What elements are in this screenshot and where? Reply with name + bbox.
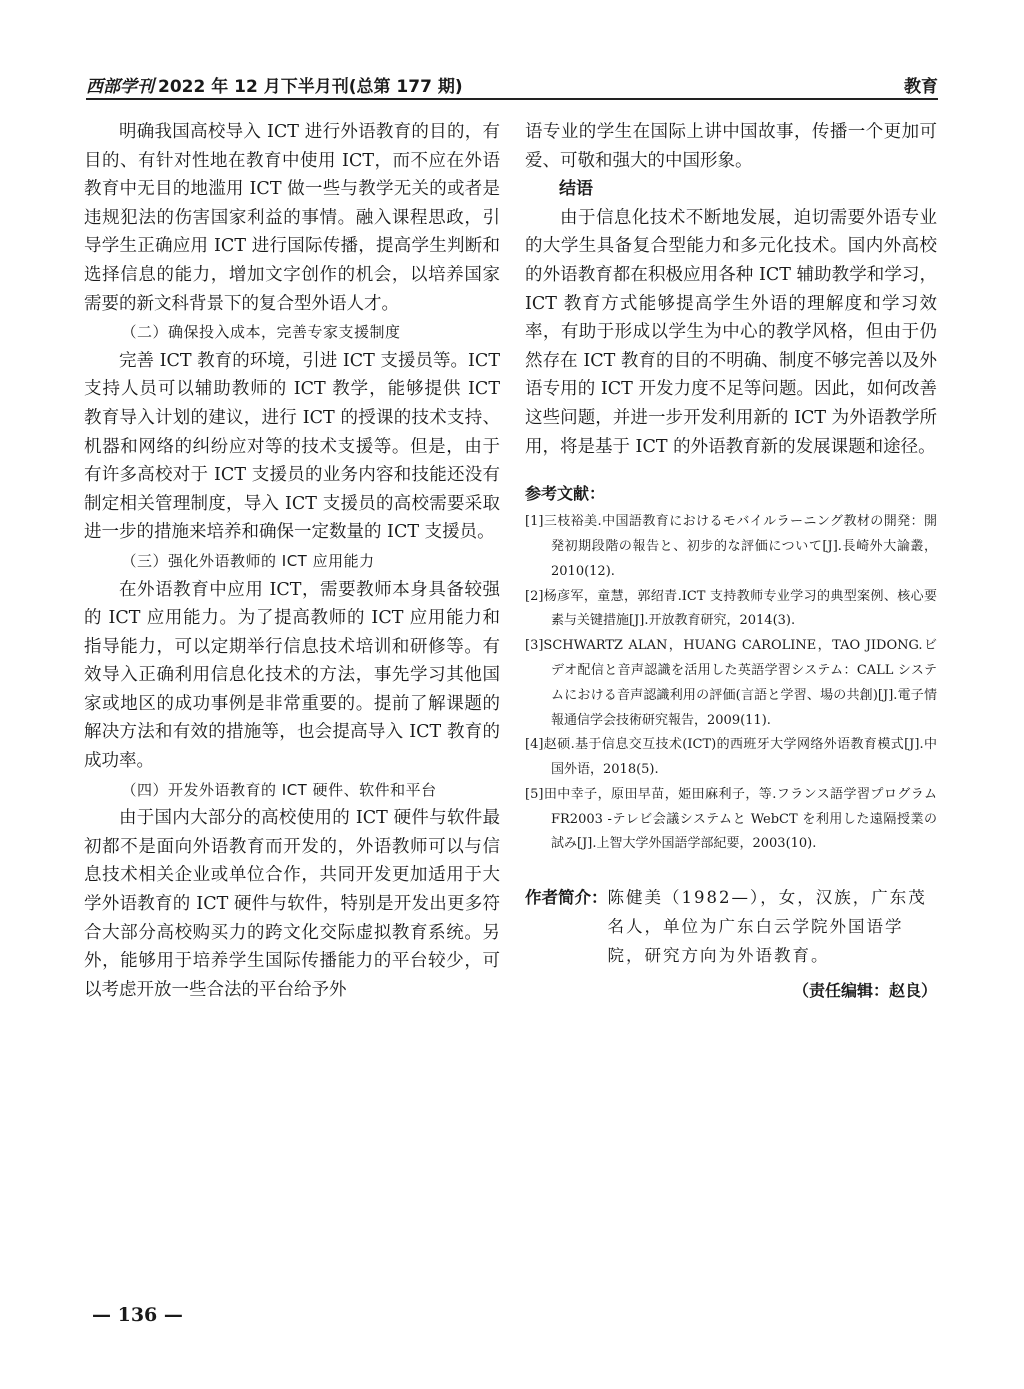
reference-item: [1]三枝裕美.中国語教育におけるモバイルラーニング教材の開発：開発初期段階の報告と、初步的な評価について[J].長崎外大論叢，2010(12).	[525, 514, 937, 579]
reference-item: [2]杨彦军，童慧，郭绍青.ICT 支持教师专业学习的典型案例、核心要素与关键措施[J].开放教育研究，2014(3).	[525, 588, 937, 629]
paragraph: 在外语教育中应用 ICT，需要教师本身具备较强的 ICT 应用能力。为了提高教师的 ICT 应用能力和指导能力，可以定期举行信息技术培训和研修等。有效导入正确利用信息化技术的方法，事先学习其他国家或地区的成功事例是非常重要的。提前了解课题的解决方法和有效的措施等，也会提高导入 ICT 教育的成功率。	[84, 579, 500, 772]
conclusion-heading: 结语	[559, 179, 593, 200]
subsection-heading: （二）确保投入成本，完善专家支援制度	[121, 323, 401, 342]
paragraph: 由于国内大部分的高校使用的 ICT 硬件与软件最初都不是面向外语教育而开发的，外语教师可以与信息技术相关企业或单位合作，共同开发更加适用于大学外语教育的 ICT 硬件与软件，特别是开发出更多符合大部分高校购买力的跨文化交际虚拟教育系统。另外，能够用于培养学生国际传播能力的平台较少，可以考虑开放一些合法的平台给予外	[84, 808, 500, 1000]
editor-note: （责任编辑：赵良）	[792, 981, 937, 1001]
paragraph: 语专业的学生在国际上讲中国故事，传播一个更加可爱、可敬和强大的中国形象。	[525, 122, 937, 171]
reference-item: [5]田中幸子，原田早苗，姫田麻利子，等.フランス語学習プログラム FR2003 -テレビ会議システムと WebCT を利用した遠隔授業の試み[J].上智大学外国語学部紀要，2003(10).	[525, 786, 937, 852]
left-column	[84, 118, 500, 1004]
author-label: 作者简介：	[525, 888, 608, 908]
journal-issue	[86, 72, 463, 97]
page-number: — 136 —	[92, 1304, 183, 1326]
page-header	[86, 68, 938, 102]
header-rule	[86, 98, 938, 100]
references-heading: 参考文献：	[525, 484, 606, 504]
journal-logo: 西部学刊	[86, 77, 154, 97]
subsection-heading: （四）开发外语教育的 ICT 硬件、软件和平台	[121, 780, 437, 799]
author-bio	[525, 883, 937, 970]
subsection-heading: （三）强化外语教师的 ICT 应用能力	[121, 551, 375, 570]
right-column	[525, 118, 937, 1001]
paragraph: 由于信息化技术不断地发展，迫切需要外语专业的大学生具备复合型能力和多元化技术。国内外高校的外语教育都在积极应用各种 ICT 辅助教学和学习，ICT 教育方式能够提高学生外语的理解度和学习效率，有助于形成以学生为中心的教学风格，但由于仍然存在 ICT 教育的目的不明确、制度不够完善以及外语专用的 ICT 开发力度不足等问题。因此，如何改善这些问题，并进一步开发利用新的 ICT 为外语教学所用，将是基于 ICT 的外语教育新的发展课题和途径。	[525, 207, 937, 457]
reference-item: [3]SCHWARTZ ALAN，HUANG CAROLINE，TAO JIDONG.ビデオ配信と音声認識を活用した英語学習システム：CALL システムにおける音声認識利用の評価(言語と学習、場の共創)[J].電子情報通信学会技術研究報告，2009(11).	[525, 638, 937, 728]
issue-text: 2022 年 12 月下半月刊(总第 177 期)	[158, 77, 463, 97]
section-name: 教育	[904, 77, 938, 97]
paragraph: 完善 ICT 教育的环境，引进 ICT 支援员等。ICT 支持人员可以辅助教师的 ICT 教学，能够提供 ICT 教育导入计划的建议，进行 ICT 的授课的技术支持、机器和网络的纠纷应对等的技术支援等。但是，由于有许多高校对于 ICT 支援员的业务内容和技能还没有制定相关管理制度，导入 ICT 支援员的高校需要采取进一步的措施来培养和确保一定数量的 ICT 支援员。	[84, 350, 500, 543]
author-text: 陈健美（1982—），女，汉族，广东茂名人，单位为广东白云学院外国语学院，研究方向为外语教育。	[607, 888, 927, 966]
reference-item: [4]赵硕.基于信息交互技术(ICT)的西班牙大学网络外语教育模式[J].中国外语，2018(5).	[525, 737, 937, 778]
paragraph: 明确我国高校导入 ICT 进行外语教育的目的，有目的、有针对性地在教育中使用 ICT，而不应在外语教育中无目的地滥用 ICT 做一些与教学无关的或者是违规犯法的伤害国家利益的事情。融入课程思政，引导学生正确应用 ICT 进行国际传播，提高学生判断和选择信息的能力，增加文字创作的机会，以培养国家需要的新文科背景下的复合型外语人才。	[84, 122, 500, 314]
